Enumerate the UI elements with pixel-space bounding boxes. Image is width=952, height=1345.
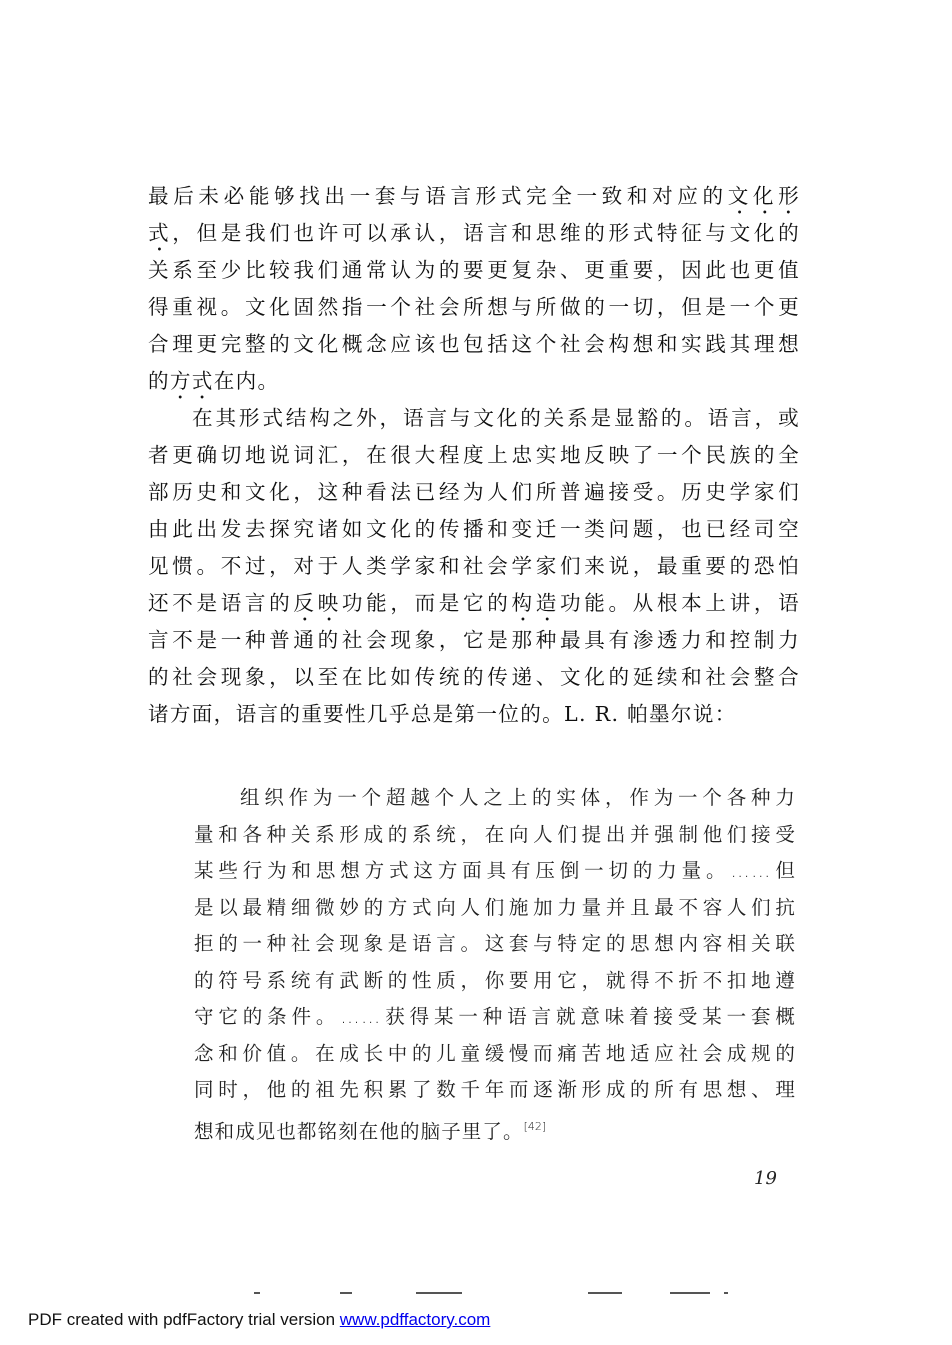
quote-line: 同时，他的祖先积累了数千年而逐渐形成的所有思想、理	[194, 1078, 796, 1101]
scan-artifact-marks	[240, 1290, 740, 1296]
quote-line: 组织作为一个超越个人之上的实体，作为一个各种力	[240, 786, 796, 809]
text-line: 还不是语言的反映功能，而是它的构造功能。从根本上讲，语	[148, 591, 800, 615]
footer-text: PDF created with pdfFactory trial version	[28, 1310, 340, 1329]
pdf-footer	[28, 1310, 490, 1330]
footnote-reference[interactable]: [42]	[523, 1119, 547, 1133]
text-line: 的社会现象，以至在比如传统的传递、文化的延续和社会整合	[148, 665, 800, 689]
quote-line: 量和各种关系形成的系统，在向人们提出并强制他们接受	[194, 822, 796, 846]
text-line: 由此出发去探究诸如文化的传播和变迁一类问题，也已经司空	[148, 517, 800, 541]
page-number: 19	[754, 1168, 777, 1189]
pdffactory-link[interactable]: www.pdffactory.com	[339, 1310, 491, 1329]
paragraph-start-line: 在其形式结构之外，语言与文化的关系是显豁的。语言，或	[192, 406, 800, 430]
body-text	[148, 178, 800, 733]
text-line: 最后未必能够找出一套与语言形式完全一致和对应的文化形	[148, 184, 800, 208]
text-line: 言不是一种普通的社会现象，它是那种最具有渗透力和控制力	[148, 628, 800, 652]
text-line: 部历史和文化，这种看法已经为人们所普遍接受。历史学家们	[148, 480, 800, 504]
quote-line: 的符号系统有武断的性质，你要用它，就得不折不扣地遵	[194, 968, 796, 992]
quote-line: 拒的一种社会现象是语言。这套与特定的思想内容相关联	[194, 932, 796, 955]
text-line: 得重视。文化固然指一个社会所想与所做的一切，但是一个更	[148, 295, 800, 319]
text-line: 者更确切地说词汇，在很大程度上忠实地反映了一个民族的全	[148, 443, 800, 467]
text-line: 的方式在内。	[148, 369, 280, 393]
quote-line: 某些行为和思想方式这方面具有压倒一切的力量。……但	[194, 859, 796, 882]
text-line: 关系至少比较我们通常认为的要更复杂、更重要，因此也更值	[148, 258, 800, 282]
text-line: 诸方面，语言的重要性几乎总是第一位的。L. R. 帕墨尔说：	[148, 702, 737, 726]
text-line: 见惯。不过，对于人类学家和社会学家们来说，最重要的恐怕	[148, 554, 800, 578]
quote-line: 守它的条件。……获得某一种语言就意味着接受某一套概	[194, 1005, 796, 1028]
text-line: 式，但是我们也许可以承认，语言和思维的形式特征与文化的	[148, 221, 800, 245]
quote-line: 是以最精细微妙的方式向人们施加力量并且最不容人们抗	[194, 895, 796, 919]
quote-line: 想和成见也都铭刻在他的脑子里了。[42]	[194, 1119, 547, 1143]
block-quote	[194, 780, 796, 1145]
text-line: 合理更完整的文化概念应该也包括这个社会构想和实践其理想	[148, 332, 800, 356]
quote-line: 念和价值。在成长中的儿童缓慢而痛苦地适应社会成规的	[194, 1041, 796, 1065]
